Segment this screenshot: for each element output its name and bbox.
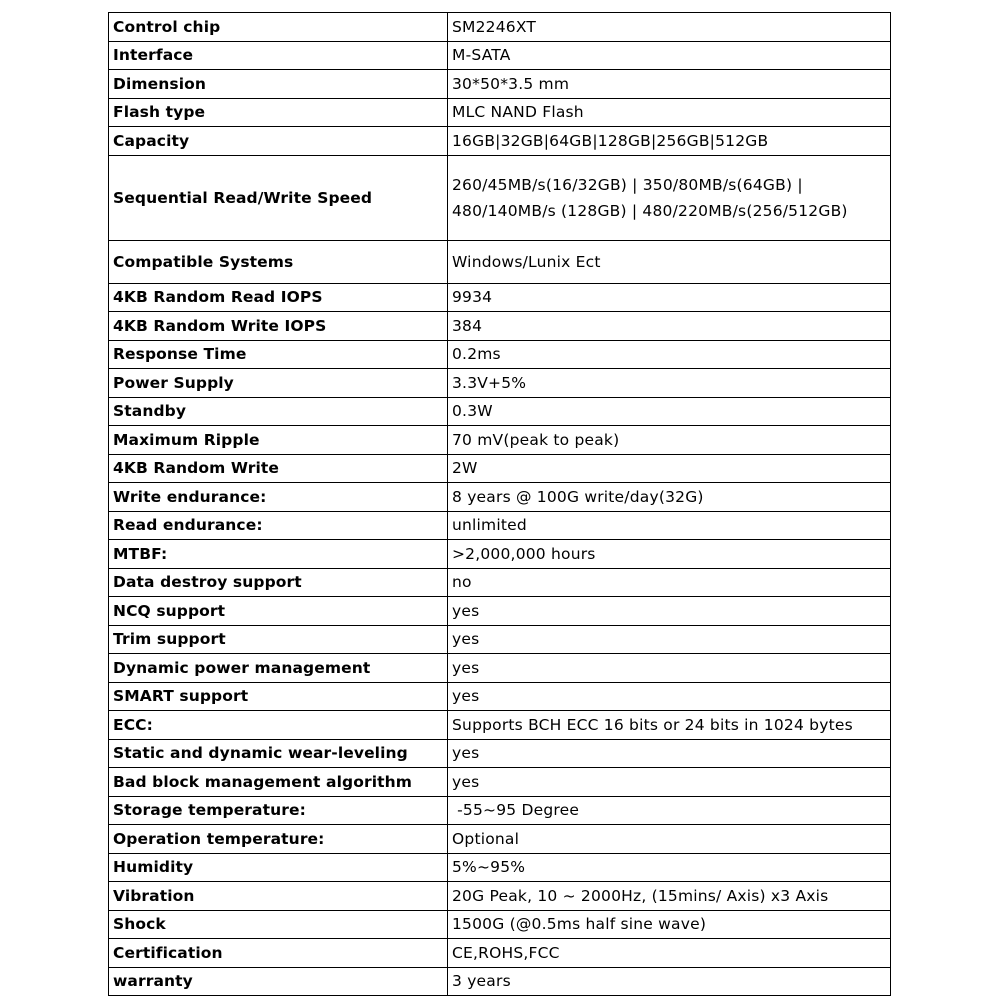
spec-value: M-SATA — [448, 41, 891, 70]
spec-label: Compatible Systems — [109, 240, 448, 283]
spec-value: 9934 — [448, 283, 891, 312]
spec-row-shock — [109, 910, 891, 939]
spec-row-random-write-power — [109, 454, 891, 483]
spec-label: Dynamic power management — [109, 654, 448, 683]
spec-value — [448, 155, 891, 240]
spec-row-wear-leveling — [109, 739, 891, 768]
spec-value: CE,ROHS,FCC — [448, 939, 891, 968]
spec-value: Supports BCH ECC 16 bits or 24 bits in 1024 bytes — [448, 711, 891, 740]
spec-value: -55~95 Degree — [448, 796, 891, 825]
spec-value: yes — [448, 654, 891, 683]
spec-row-standby — [109, 397, 891, 426]
spec-value: yes — [448, 739, 891, 768]
spec-label: Interface — [109, 41, 448, 70]
spec-row-maximum-ripple — [109, 426, 891, 455]
spec-value: yes — [448, 768, 891, 797]
spec-row-dimension — [109, 70, 891, 99]
spec-row-ecc — [109, 711, 891, 740]
spec-value-line: 260/45MB/s(16/32GB) | 350/80MB/s(64GB) | — [452, 175, 803, 194]
spec-table — [108, 12, 891, 996]
spec-value: Optional — [448, 825, 891, 854]
spec-value: 20G Peak, 10 ~ 2000Hz, (15mins/ Axis) x3 Axis — [448, 882, 891, 911]
spec-value: 0.3W — [448, 397, 891, 426]
spec-row-mtbf — [109, 540, 891, 569]
spec-label: Read endurance: — [109, 511, 448, 540]
spec-value: Windows/Lunix Ect — [448, 240, 891, 283]
spec-row-bad-block — [109, 768, 891, 797]
spec-row-certification — [109, 939, 891, 968]
spec-row-storage-temperature — [109, 796, 891, 825]
spec-label: Control chip — [109, 13, 448, 42]
spec-value: MLC NAND Flash — [448, 98, 891, 127]
spec-value: 0.2ms — [448, 340, 891, 369]
spec-value: unlimited — [448, 511, 891, 540]
spec-label: Dimension — [109, 70, 448, 99]
spec-row-warranty — [109, 967, 891, 996]
spec-row-dynamic-power — [109, 654, 891, 683]
spec-value: 3 years — [448, 967, 891, 996]
spec-value: 5%~95% — [448, 853, 891, 882]
spec-label: Sequential Read/Write Speed — [109, 155, 448, 240]
spec-value: SM2246XT — [448, 13, 891, 42]
spec-row-read-endurance — [109, 511, 891, 540]
spec-value: no — [448, 568, 891, 597]
spec-value: 8 years @ 100G write/day(32G) — [448, 483, 891, 512]
spec-label: Write endurance: — [109, 483, 448, 512]
spec-value: 384 — [448, 312, 891, 341]
spec-value: 1500G (@0.5ms half sine wave) — [448, 910, 891, 939]
spec-label: SMART support — [109, 682, 448, 711]
spec-value: 70 mV(peak to peak) — [448, 426, 891, 455]
spec-label: Trim support — [109, 625, 448, 654]
spec-label: Flash type — [109, 98, 448, 127]
spec-label: Bad block management algorithm — [109, 768, 448, 797]
spec-label: ECC: — [109, 711, 448, 740]
spec-row-random-write-iops — [109, 312, 891, 341]
spec-row-flash-type — [109, 98, 891, 127]
spec-label: Shock — [109, 910, 448, 939]
spec-label: Static and dynamic wear-leveling — [109, 739, 448, 768]
spec-row-interface — [109, 41, 891, 70]
spec-row-response-time — [109, 340, 891, 369]
spec-label: Standby — [109, 397, 448, 426]
spec-row-humidity — [109, 853, 891, 882]
spec-label: Response Time — [109, 340, 448, 369]
spec-label: MTBF: — [109, 540, 448, 569]
spec-row-compatible-systems — [109, 240, 891, 283]
spec-row-capacity — [109, 127, 891, 156]
spec-row-data-destroy — [109, 568, 891, 597]
spec-label: Humidity — [109, 853, 448, 882]
spec-value: yes — [448, 625, 891, 654]
spec-row-write-endurance — [109, 483, 891, 512]
spec-label: Data destroy support — [109, 568, 448, 597]
spec-value: 30*50*3.5 mm — [448, 70, 891, 99]
spec-row-vibration — [109, 882, 891, 911]
spec-row-ncq-support — [109, 597, 891, 626]
spec-label: Operation temperature: — [109, 825, 448, 854]
spec-row-power-supply — [109, 369, 891, 398]
spec-label: warranty — [109, 967, 448, 996]
spec-row-control-chip — [109, 13, 891, 42]
spec-label: Storage temperature: — [109, 796, 448, 825]
spec-value: 16GB|32GB|64GB|128GB|256GB|512GB — [448, 127, 891, 156]
spec-label: NCQ support — [109, 597, 448, 626]
spec-label: Maximum Ripple — [109, 426, 448, 455]
spec-value: 3.3V+5% — [448, 369, 891, 398]
spec-label: Power Supply — [109, 369, 448, 398]
spec-row-trim-support — [109, 625, 891, 654]
spec-label: Vibration — [109, 882, 448, 911]
spec-label: 4KB Random Read IOPS — [109, 283, 448, 312]
spec-row-smart-support — [109, 682, 891, 711]
spec-row-operation-temperature — [109, 825, 891, 854]
spec-row-random-read-iops — [109, 283, 891, 312]
spec-value-line: 480/140MB/s (128GB) | 480/220MB/s(256/512GB) — [452, 201, 848, 220]
spec-row-sequential-speed — [109, 155, 891, 240]
spec-label: 4KB Random Write — [109, 454, 448, 483]
spec-label: 4KB Random Write IOPS — [109, 312, 448, 341]
spec-value: yes — [448, 597, 891, 626]
spec-label: Capacity — [109, 127, 448, 156]
spec-value: >2,000,000 hours — [448, 540, 891, 569]
spec-value: yes — [448, 682, 891, 711]
spec-label: Certification — [109, 939, 448, 968]
spec-value: 2W — [448, 454, 891, 483]
